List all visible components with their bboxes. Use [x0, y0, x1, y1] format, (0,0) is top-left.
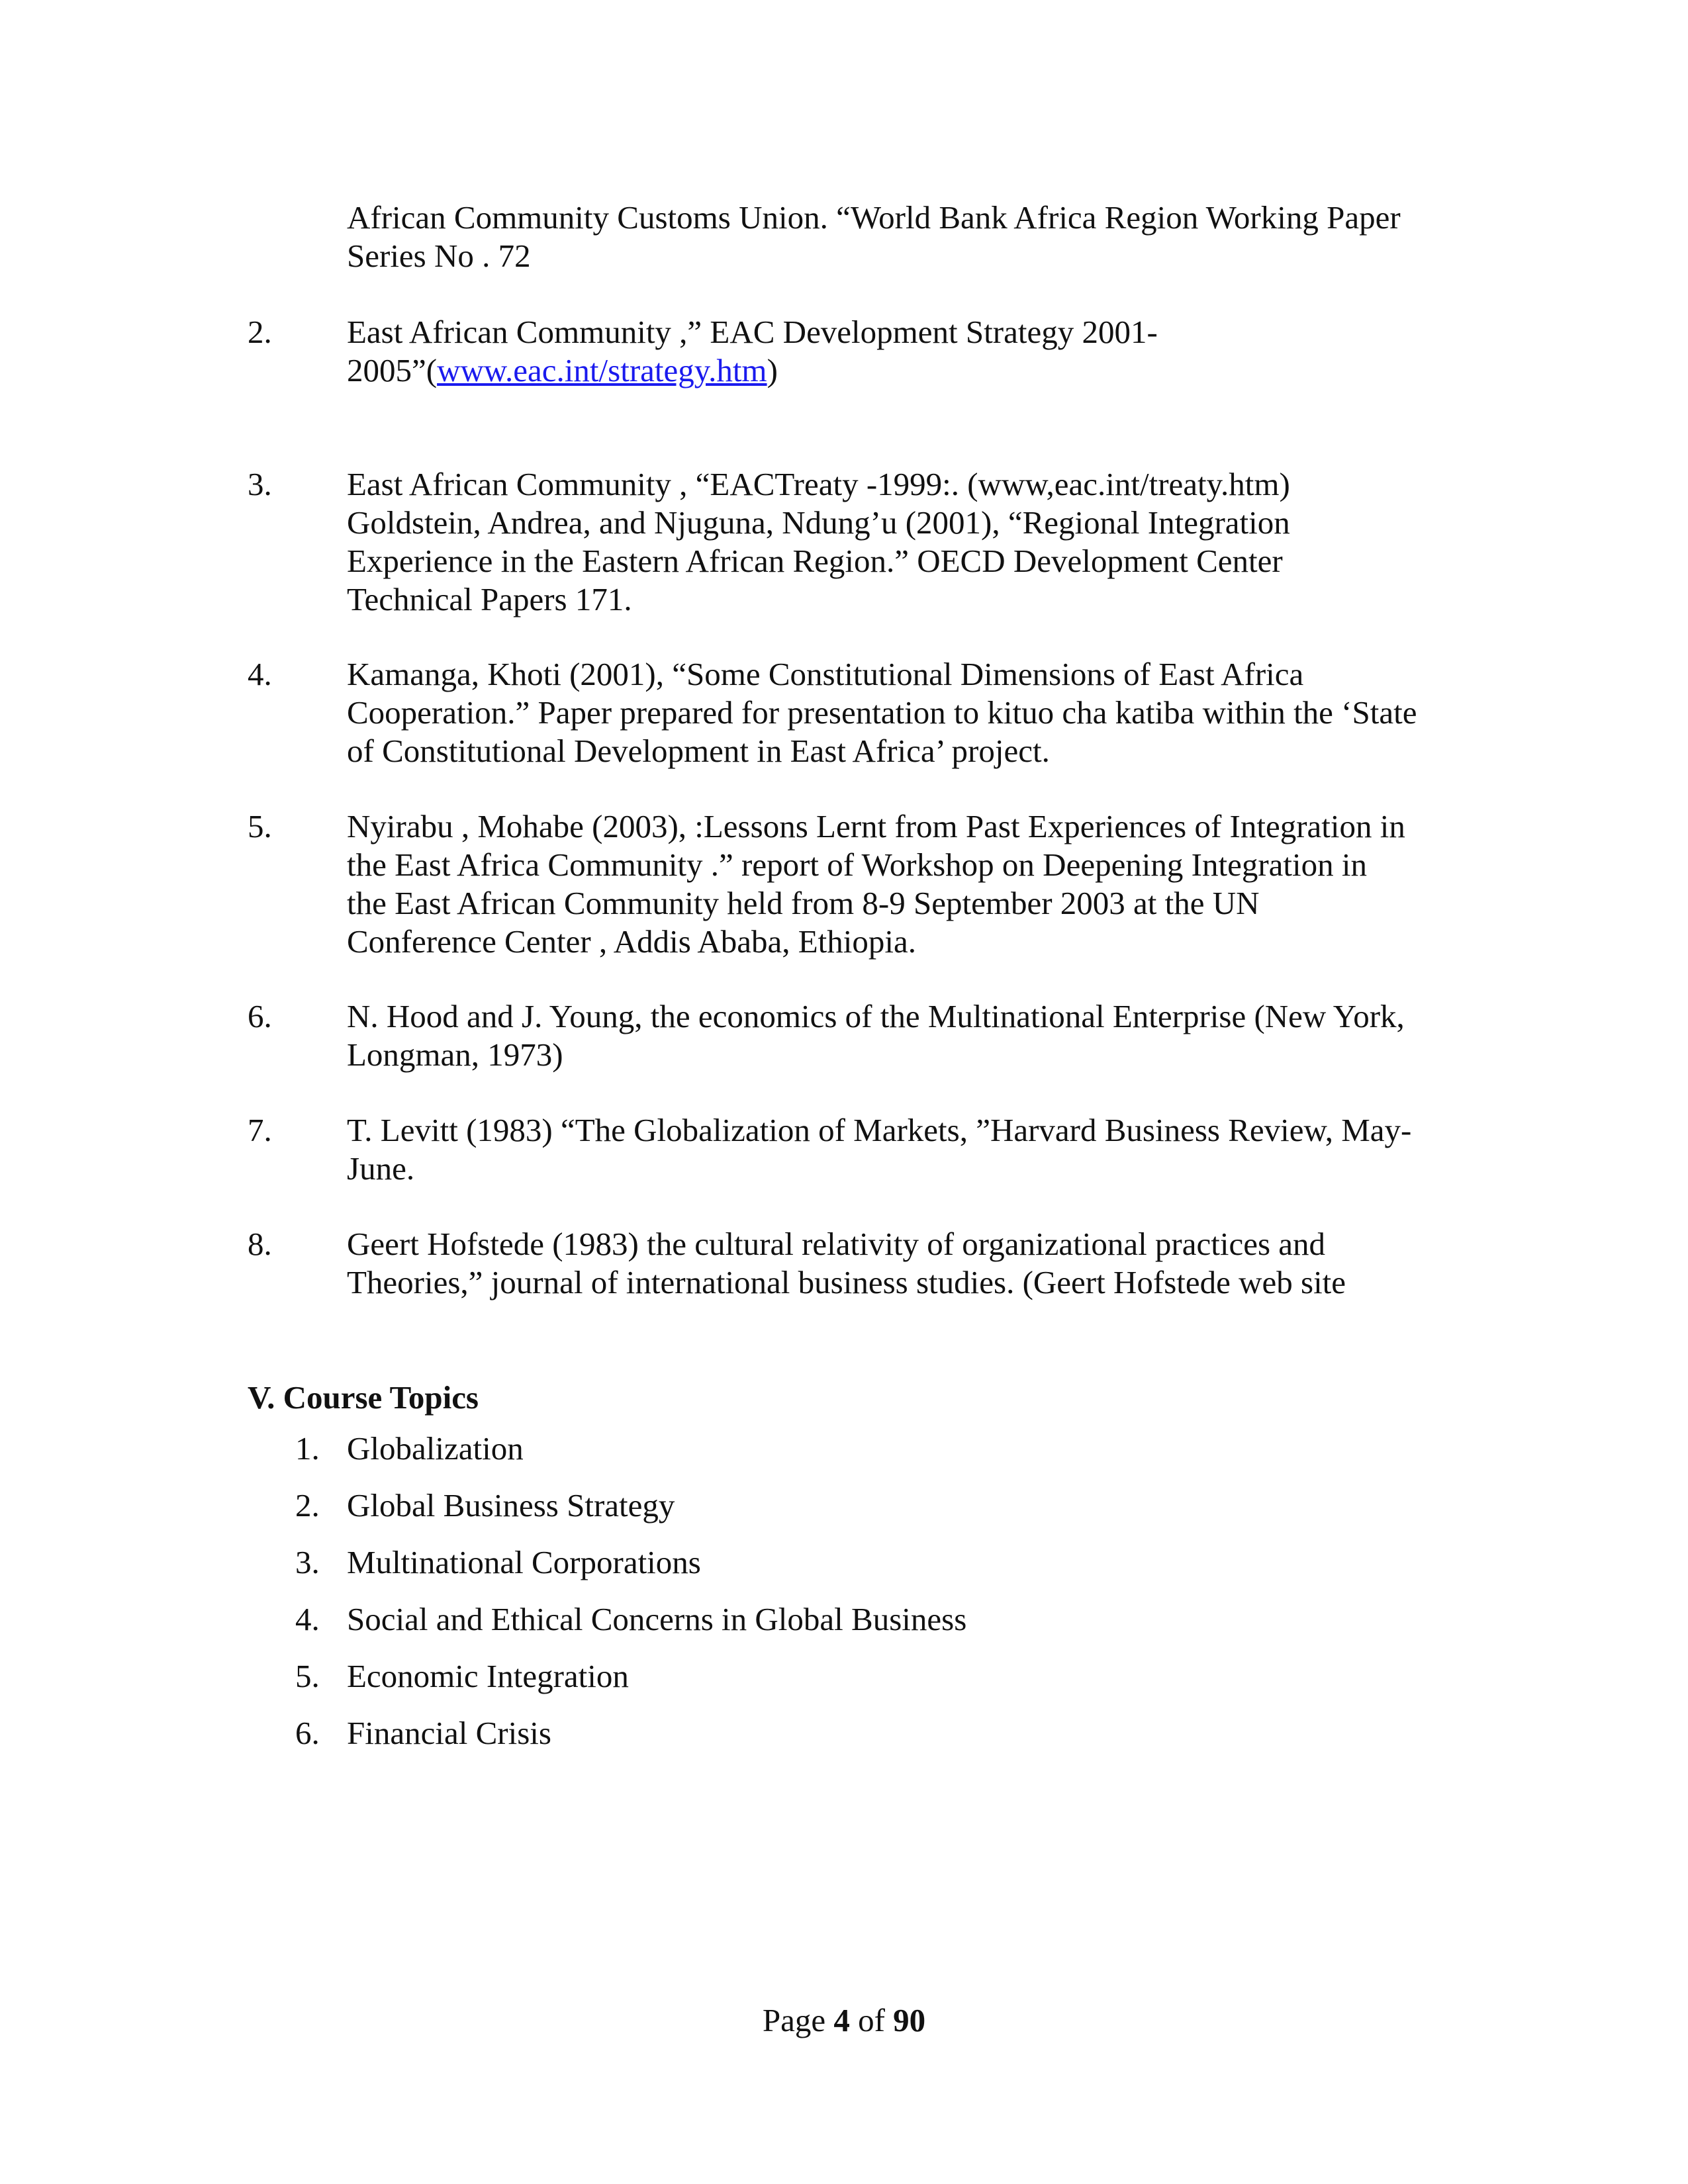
- reference-1-line-1: African Community Customs Union. “World Bank Africa Region Working Paper: [347, 199, 1401, 236]
- course-topics-heading: V. Course Topics: [248, 1379, 479, 1416]
- page-footer: [0, 2001, 1688, 2040]
- topic-6-number: 6.: [295, 1715, 320, 1751]
- reference-5-line-2: the East Africa Community .” report of Workshop on Deepening Integration in: [347, 846, 1368, 883]
- reference-5-number: 5.: [248, 808, 272, 844]
- reference-2-number: 2.: [248, 314, 272, 350]
- reference-2-line-1: East African Community ,” EAC Development Strategy 2001-: [347, 314, 1158, 350]
- reference-5-line-3: the East African Community held from 8-9 September 2003 at the UN: [347, 885, 1260, 921]
- reference-3-number: 3.: [248, 466, 272, 502]
- topic-4-label: Social and Ethical Concerns in Global Business: [347, 1601, 967, 1637]
- reference-4-line-2: Cooperation.” Paper prepared for presentation to kituo cha katiba within the ‘State: [347, 694, 1417, 731]
- reference-7-line-2: June.: [347, 1150, 415, 1187]
- topic-5-label: Economic Integration: [347, 1658, 629, 1694]
- reference-4-line-3: of Constitutional Development in East Africa’ project.: [347, 733, 1050, 769]
- topic-1-label: Globalization: [347, 1430, 524, 1467]
- reference-8-number: 8.: [248, 1226, 272, 1262]
- reference-1-line-2: Series No . 72: [347, 238, 531, 274]
- reference-8-line-1: Geert Hofstede (1983) the cultural relativity of organizational practices and: [347, 1226, 1326, 1262]
- reference-5-line-1: Nyirabu , Mohabe (2003), :Lessons Lernt from Past Experiences of Integration in: [347, 808, 1405, 844]
- reference-4-line-1: Kamanga, Khoti (2001), “Some Constitutional Dimensions of East Africa: [347, 656, 1304, 692]
- topic-5-number: 5.: [295, 1658, 320, 1694]
- of-label: of: [858, 2002, 885, 2038]
- reference-3-line-2: Goldstein, Andrea, and Njuguna, Ndung’u (2001), “Regional Integration: [347, 504, 1290, 541]
- reference-2-prefix: 2005”(: [347, 352, 438, 388]
- reference-2-suffix: ): [767, 352, 778, 388]
- reference-3-line-1: East African Community , “EACTreaty -1999:. (www,eac.int/treaty.htm): [347, 466, 1290, 502]
- topic-1-number: 1.: [295, 1430, 320, 1467]
- topic-2-label: Global Business Strategy: [347, 1487, 675, 1524]
- reference-6-line-2: Longman, 1973): [347, 1036, 563, 1073]
- reference-7-number: 7.: [248, 1112, 272, 1148]
- topic-3-label: Multinational Corporations: [347, 1544, 701, 1580]
- reference-8-line-2: Theories,” journal of international business studies. (Geert Hofstede web site: [347, 1264, 1346, 1300]
- reference-3-line-3: Experience in the Eastern African Region.” OECD Development Center: [347, 543, 1283, 579]
- topic-6-label: Financial Crisis: [347, 1715, 551, 1751]
- eac-strategy-link[interactable]: www.eac.int/strategy.htm: [437, 352, 767, 388]
- topic-2-number: 2.: [295, 1487, 320, 1524]
- topic-3-number: 3.: [295, 1544, 320, 1580]
- current-page-number: 4: [833, 2002, 850, 2038]
- page-label: Page: [762, 2002, 826, 2038]
- reference-5-line-4: Conference Center , Addis Ababa, Ethiopia.: [347, 923, 916, 960]
- reference-4-number: 4.: [248, 656, 272, 692]
- topic-4-number: 4.: [295, 1601, 320, 1637]
- reference-7-line-1: T. Levitt (1983) “The Globalization of Markets, ”Harvard Business Review, May-: [347, 1112, 1412, 1148]
- reference-3-line-4: Technical Papers 171.: [347, 581, 632, 617]
- reference-6-line-1: N. Hood and J. Young, the economics of the Multinational Enterprise (New York,: [347, 998, 1405, 1034]
- reference-2-line-2: [347, 351, 778, 390]
- total-pages-number: 90: [893, 2002, 926, 2038]
- reference-6-number: 6.: [248, 998, 272, 1034]
